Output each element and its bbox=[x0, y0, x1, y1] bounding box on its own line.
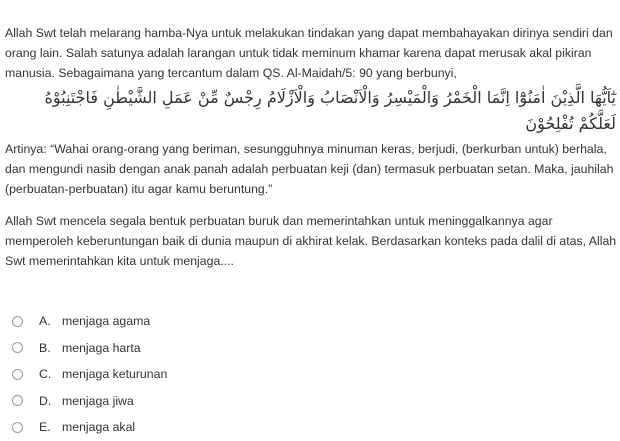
answer-options bbox=[10, 308, 610, 441]
option-text: menjaga akal bbox=[62, 420, 136, 435]
option-a[interactable] bbox=[10, 308, 610, 335]
option-c[interactable] bbox=[10, 361, 610, 388]
option-text: menjaga agama bbox=[62, 314, 151, 329]
option-text: menjaga jiwa bbox=[62, 393, 134, 408]
question-prompt: Allah Swt mencela segala bentuk perbuatan buruk dan memerintahkan untuk meninggalkannya agar memperoleh keberuntungan baik di dunia maupun di akhirat kelak. Berdasarkan konteks pada dalil di atas, Allah Swt memerintahkan kita untuk menjaga.... bbox=[5, 214, 617, 268]
question-intro: Allah Swt telah melarang hamba-Nya untuk melakukan tindakan yang dapat membahayakan dirinya sendiri dan orang lain. Salah satunya adalah larangan untuk tidak meminum khamar karena dapat merusak akal pikiran manusia. Sebagaimana yang tercantum dalam QS. Al-Maidah/5: 90 yang berbunyi, bbox=[5, 26, 613, 80]
radio-button[interactable] bbox=[12, 369, 23, 380]
option-text: menjaga keturunan bbox=[62, 367, 168, 382]
option-text: menjaga harta bbox=[62, 340, 141, 355]
option-letter: D. bbox=[39, 393, 52, 408]
option-letter: B. bbox=[39, 340, 51, 355]
option-d[interactable] bbox=[10, 388, 610, 415]
option-e[interactable] bbox=[10, 414, 610, 441]
option-b[interactable] bbox=[10, 335, 610, 362]
radio-button[interactable] bbox=[12, 316, 23, 327]
verse-translation: Artinya: “Wahai orang-orang yang beriman, sesungguhnya minuman keras, berjudi, (berkurban untuk) berhala, dan mengundi nasib dengan anak panah adalah perbuatan keji (dan) termasuk perbuatan setan. Maka, jauhilah (perbuatan-perbuatan) itu agar kamu beruntung.” bbox=[5, 142, 614, 196]
radio-button[interactable] bbox=[12, 395, 23, 406]
option-letter: C. bbox=[39, 367, 52, 382]
question-block bbox=[5, 23, 620, 271]
radio-button[interactable] bbox=[12, 422, 23, 433]
radio-button[interactable] bbox=[12, 342, 23, 353]
option-letter: A. bbox=[39, 314, 51, 329]
option-letter: E. bbox=[39, 420, 51, 435]
quran-verse-arabic: يٰٓاَيُّهَا الَّذِيْنَ اٰمَنُوْٓا اِنَّمَا الْخَمْرُ وَالْمَيْسِرُ وَالْاَنْصَابُ وَالْاَزْلَامُ رِجْسٌ مِّنْ عَمَلِ الشَّيْطٰنِ فَاجْتَنِبُوْهُ لَعَلَّكُمْ تُفْلِحُوْنَ bbox=[44, 88, 616, 133]
